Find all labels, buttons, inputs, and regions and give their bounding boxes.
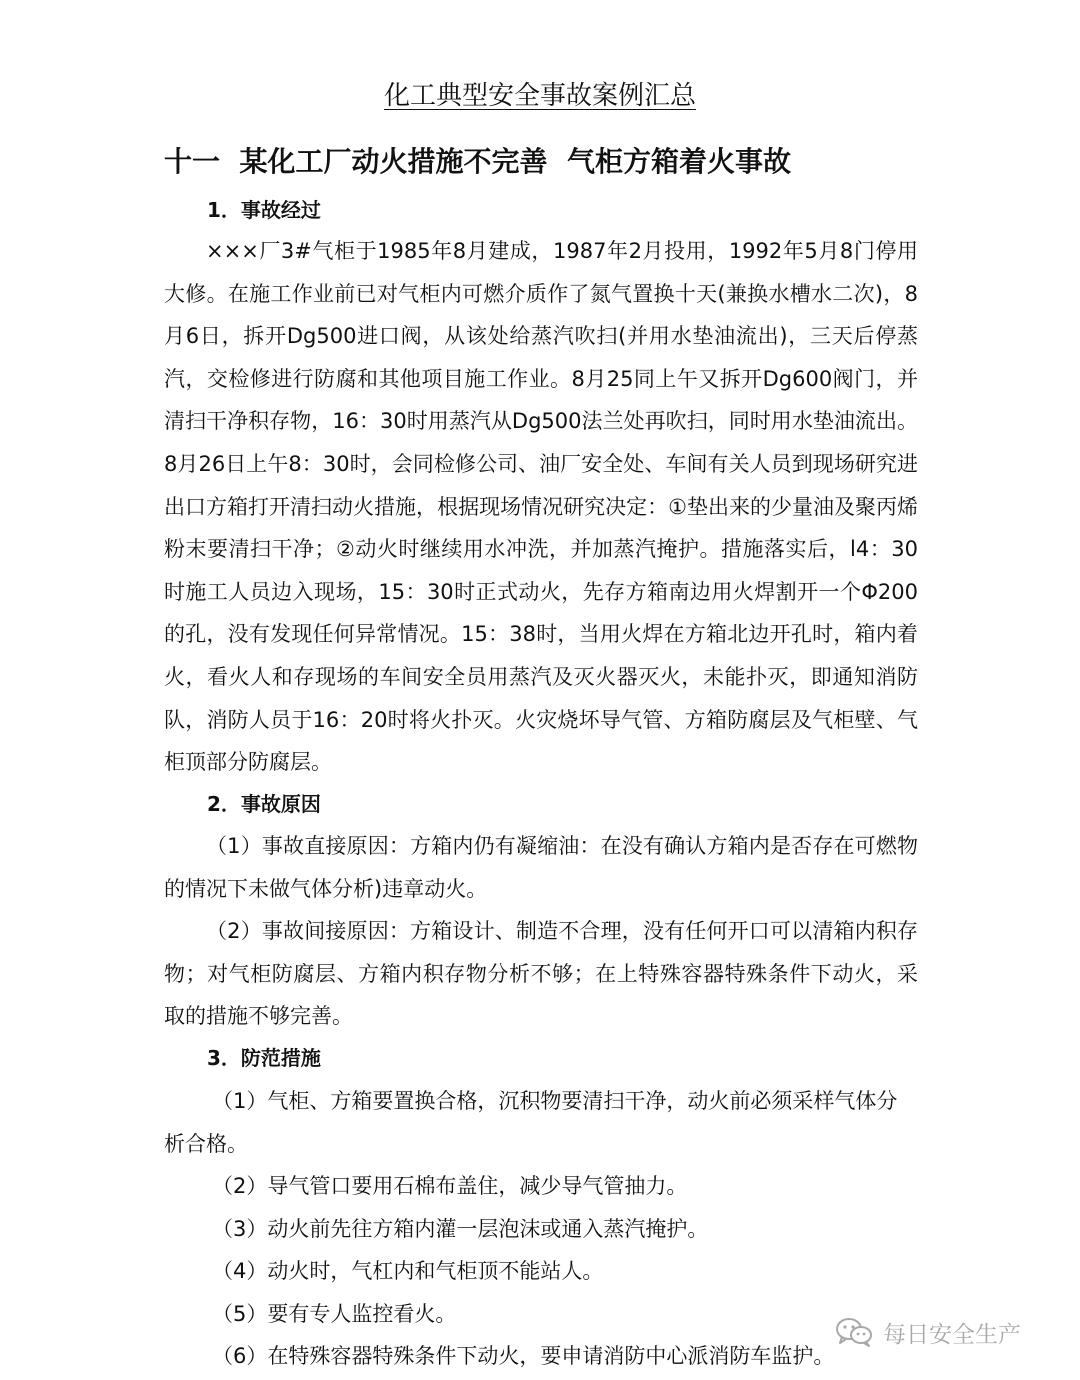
document-title	[0, 76, 1080, 116]
course-paragraph: ×××厂3#气柜于1985年8月建成，1987年2月投用，1992年5月8门停用大修。在施工作业前已对气柜内可燃介质作了氮气置换十天(兼换水槽水二次)，8月6日，拆开Dg500进口阀，从该处给蒸汽吹扫(并用水垫油流出)，三天后停蒸汽，交检修进行防腐和其他项目施工作业。8月25同上午又拆开Dg600阀门，并清扫干净积存物，16：30时用蒸汽从Dg500法兰处再吹扫，同时用水垫油流出。8月26日上午8：30时，会同检修公司、油厂安全处、车间有关人员到现场研究进出口方箱打开清扫动火措施，根据现场情况研究决定：①垫出来的少量油及聚丙烯粉末要清扫干净；②动火时继续用水冲洗，并加蒸汽掩护。措施落实后，l4：30时施工人员边入现场，15：30时正式动火，先存方箱南边用火焊割开一个Φ200的孔，没有发现任何异常情况。15：38时，当用火焊在方箱北边开孔时，箱内着火，看火人和存现场的车间安全员用蒸汽及灭火器灭火，未能扑灭，即通知消防队，消防人员于16：20时将火扑灭。火灾烧坏导气管、方箱防腐层及气柜壁、气柜顶部分防腐层。	[164, 239, 918, 775]
section-heading-measures: 3．防范措施	[207, 1046, 321, 1070]
measure-item: （3）动火前先往方箱内灌一层泡沫或通入蒸汽掩护。	[212, 1217, 709, 1241]
document-title-text: 化工典型安全事故案例汇总	[383, 81, 696, 111]
cause-indirect-paragraph: （2）事故间接原因：方箱设计、制造不合理，没有任何开口可以清箱内积存物；对气柜防腐层、方箱内积存物分析不够；在上特殊容器特殊条件下动火，采取的措施不够完善。	[164, 919, 918, 1029]
measure-item: （5）要有专人监控看火。	[212, 1302, 457, 1326]
watermark	[835, 1312, 1021, 1352]
cause-direct-paragraph: （1）事故直接原因：方箱内仍有凝缩油：在没有确认方箱内是否存在可燃物的情况下未做气体分析)违章动火。	[164, 834, 918, 901]
measure-item: （6）在特殊容器特殊条件下动火，要申请消防中心派消防车监护。	[212, 1344, 835, 1368]
measure-item: （2）导气管口要用石棉布盖住，减少导气管抽力。	[212, 1174, 688, 1198]
watermark-text: 每日安全生产	[883, 1321, 1021, 1348]
measure-item: （1）气柜、方箱要置换合格，沉积物要清扫干净，动火前必须采样气体分析合格。	[164, 1089, 898, 1156]
section-heading-course: 1．事故经过	[207, 198, 321, 222]
measure-item: （4）动火时，气杠内和气柜顶不能站人。	[212, 1259, 604, 1283]
section-heading-cause: 2．事故原因	[207, 792, 321, 816]
wechat-icon	[835, 1316, 873, 1348]
case-heading: 十一 某化工厂动火措施不完善 气柜方箱着火事故	[164, 145, 791, 178]
